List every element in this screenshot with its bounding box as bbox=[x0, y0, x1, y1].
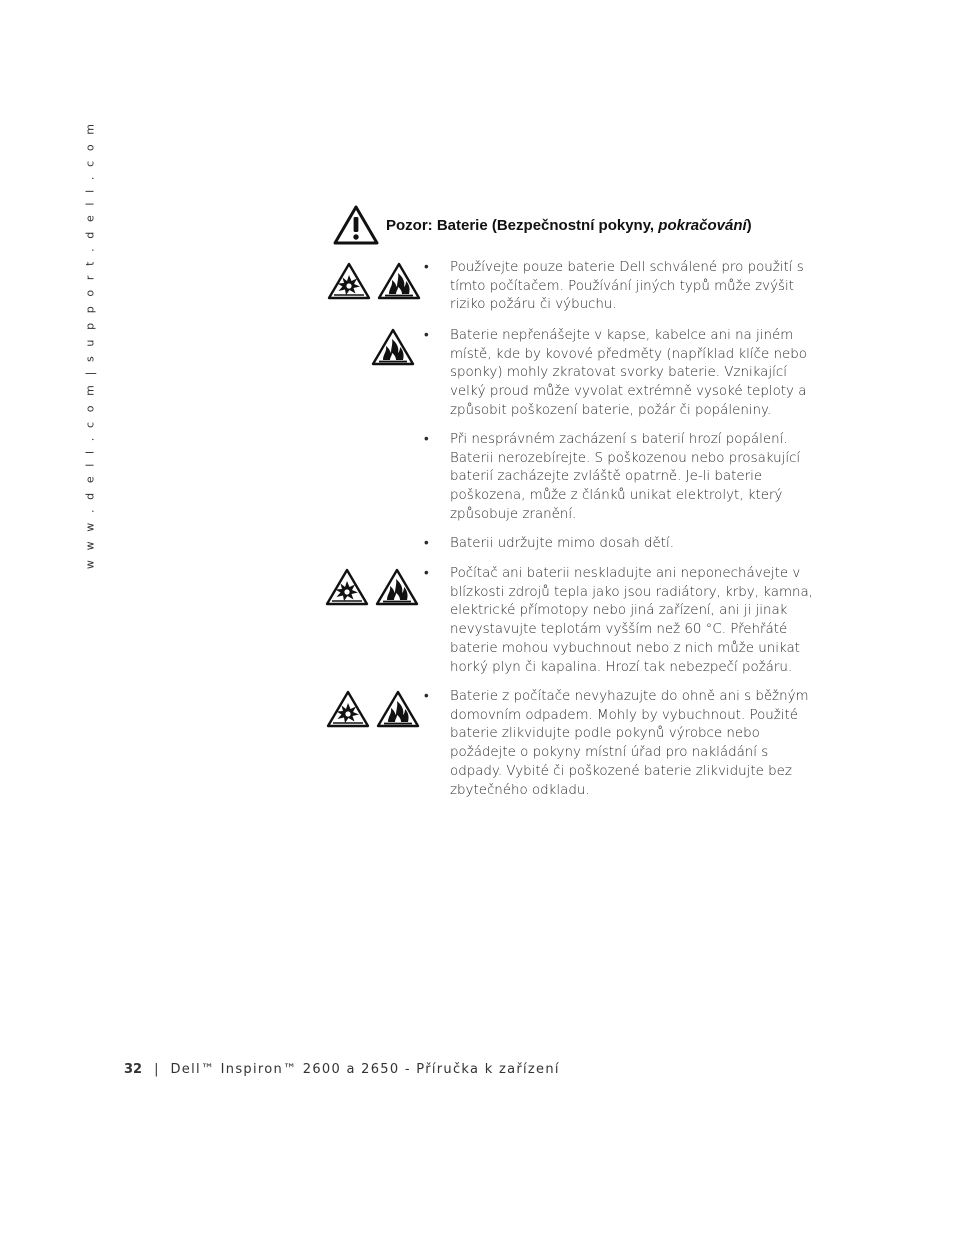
bullet-item bbox=[424, 535, 819, 554]
bullet-marker: • bbox=[424, 536, 429, 551]
hazard-icons-6 bbox=[326, 690, 420, 728]
heading-suffix: ) bbox=[746, 216, 752, 234]
heading-prefix: Pozor: Baterie (Bezpečnostní pokyny, bbox=[386, 216, 659, 234]
page-footer bbox=[124, 1062, 560, 1077]
bullet-marker: • bbox=[424, 689, 429, 704]
fire-hazard-icon bbox=[376, 690, 420, 728]
footer-separator: | bbox=[154, 1062, 159, 1077]
caution-heading bbox=[333, 205, 752, 245]
fire-hazard-icon bbox=[375, 568, 419, 606]
bullet-item bbox=[424, 688, 819, 800]
hazard-icons-5 bbox=[325, 568, 419, 606]
heading-italic: pokračování bbox=[658, 216, 747, 234]
bullet-marker: • bbox=[424, 432, 429, 447]
explosion-hazard-icon bbox=[325, 568, 369, 606]
caution-triangle-icon bbox=[333, 205, 379, 245]
bullet-item bbox=[424, 565, 819, 677]
bullet-marker: • bbox=[424, 328, 429, 343]
bullet-item bbox=[424, 431, 819, 525]
bullet-text: Používejte pouze baterie Dell schválené pro použití s tímto počítačem. Používání jiných typů může zvýšit riziko požáru či výbuchu. bbox=[450, 260, 804, 313]
website-url-text: w w w . d e l l . c o m | s u p p o r t . d e l l . c o m bbox=[83, 120, 97, 569]
bullet-item bbox=[424, 259, 819, 315]
hazard-icons-2 bbox=[371, 328, 415, 366]
fire-hazard-icon bbox=[377, 262, 421, 300]
bullet-text: Při nesprávném zacházení s baterií hrozí popálení. Baterii nerozebírejte. S poškozenou nebo prosakující baterií zacházejte zvláště opatrně. Je-li baterie poškozena, může z článků unikat elektrolyt, který způsobuje zranění. bbox=[450, 432, 801, 522]
explosion-hazard-icon bbox=[327, 262, 371, 300]
fire-hazard-icon bbox=[371, 328, 415, 366]
hazard-icons-1 bbox=[327, 262, 421, 300]
footer-title: Dell™ Inspiron™ 2600 a 2650 - Příručka k zařízení bbox=[170, 1062, 560, 1077]
bullet-text: Baterie nepřenášejte v kapse, kabelce ani na jiném místě, kde by kovové předměty (například klíče nebo sponky) mohly zkratovat svorky baterie. Vznikající velký proud může vyvolat extrémně vysoké teploty a způsobit poškození baterie, požár či popáleniny. bbox=[450, 328, 807, 418]
explosion-hazard-icon bbox=[326, 690, 370, 728]
bullet-text: Počítač ani baterii neskladujte ani neponechávejte v blízkosti zdrojů tepla jako jsou radiátory, krby, kamna, elektrické přímotopy nebo jiná zařízení, ani ji jinak nevystavujte teplotám vyšším než 60 °C. Přehřáté baterie mohou vybuchnout nebo z nich může unikat horký plyn či kapalina. Hrozí tak nebezpečí požáru. bbox=[450, 566, 813, 675]
bullet-text: Baterii udržujte mimo dosah dětí. bbox=[450, 536, 674, 551]
bullet-marker: • bbox=[424, 260, 429, 275]
bullet-marker: • bbox=[424, 566, 429, 581]
bullet-text: Baterie z počítače nevyhazujte do ohně ani s běžným domovním odpadem. Mohly by vybuchnout. Použité baterie zlikvidujte podle pokynů výrobce nebo požádejte o pokyny místní úřad pro nakládání s odpady. Vybité či poškozené baterie zlikvidujte bez zbytečného odkladu. bbox=[450, 689, 809, 798]
heading-title bbox=[386, 217, 752, 234]
page-number: 32 bbox=[124, 1062, 143, 1077]
sidebar-website-url bbox=[80, 120, 100, 569]
bullet-item bbox=[424, 327, 819, 421]
